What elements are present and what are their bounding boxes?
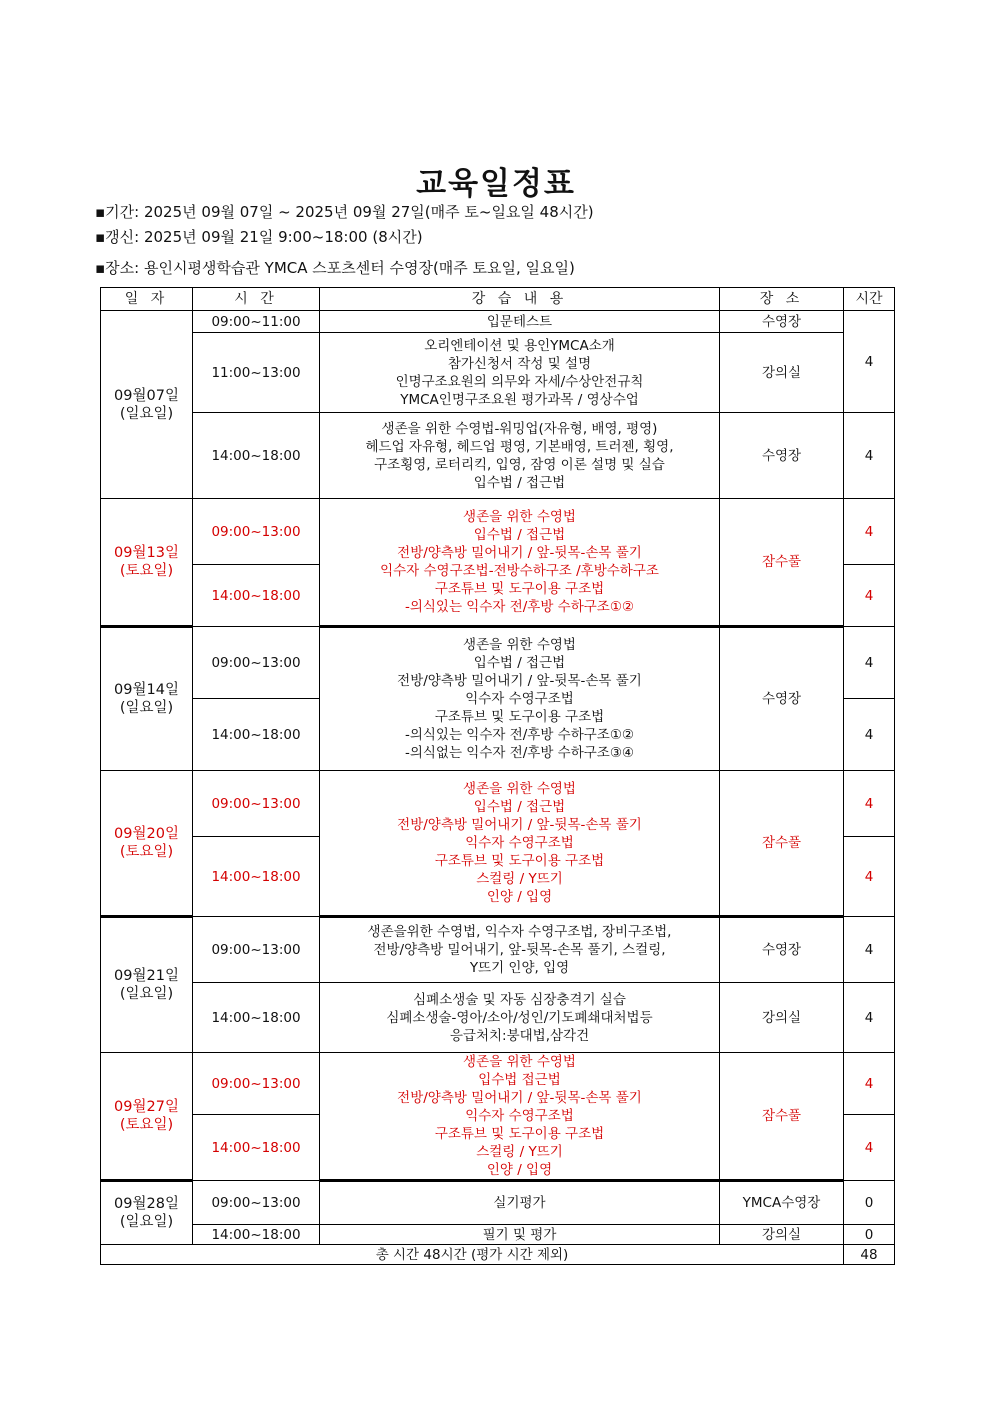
content-line: 익수자 수영구조법 xyxy=(465,1108,574,1124)
place-cell: 잠수풀 xyxy=(720,771,844,917)
total-hours: 48 xyxy=(844,1245,895,1265)
content-cell xyxy=(320,413,720,499)
content-line: 심폐소생술-영아/소아/성인/기도폐쇄대처법등 xyxy=(386,1009,653,1026)
date-cell xyxy=(101,311,193,499)
renewal-info: ▪갱신: 2025년 09월 21일 9:00~18:00 (8시간) xyxy=(95,228,423,246)
total-row xyxy=(101,1245,895,1265)
date-text: 09월21일 xyxy=(114,968,179,984)
hours-cell: 0 xyxy=(844,1225,895,1245)
table-row xyxy=(101,983,895,1053)
weekday-text: (일요일) xyxy=(119,405,174,422)
hours-cell: 4 xyxy=(844,311,895,413)
hours-cell: 0 xyxy=(844,1181,895,1225)
content-line: 입수법 접근법 xyxy=(478,1072,561,1088)
content-line: 익수자 수영구조법 xyxy=(465,835,574,851)
content-line: 생존을 위한 수영법 xyxy=(463,509,576,525)
content-line: -의식없는 익수자 전/후방 수하구조③④ xyxy=(404,745,635,761)
date-cell xyxy=(101,917,193,1053)
table-row xyxy=(101,771,895,837)
time-cell: 09:00~13:00 xyxy=(193,499,320,565)
content-line: 구조횡영, 로터리킥, 입영, 잠영 이론 설명 및 실습 xyxy=(374,456,665,473)
hours-cell: 4 xyxy=(844,565,895,627)
date-text: 09월13일 xyxy=(114,545,179,561)
content-line: Y뜨기 인양, 입영 xyxy=(469,960,570,976)
weekday-text: (토요일) xyxy=(119,563,174,579)
table-row xyxy=(101,627,895,699)
place-info: ▪장소: 용인시평생학습관 YMCA 스포츠센터 수영장(매주 토요일, 일요일) xyxy=(95,259,575,277)
header-place: 장 소 xyxy=(720,288,844,311)
content-line: 입수법 / 접근법 xyxy=(473,527,566,543)
content-line: 전방/양측방 밀어내기, 앞-뒷목-손목 풀기, 스컬링, xyxy=(373,942,666,958)
content-line: 실기평가 xyxy=(493,1195,546,1211)
weekday-text: (토요일) xyxy=(119,844,174,860)
date-text: 09월27일 xyxy=(114,1099,179,1115)
header-row xyxy=(101,288,895,311)
weekday-text: (일요일) xyxy=(119,1214,174,1230)
date-cell xyxy=(101,771,193,917)
header-content: 강 습 내 용 xyxy=(320,288,720,311)
date-text: 09월20일 xyxy=(114,826,179,842)
time-cell: 11:00~13:00 xyxy=(193,333,320,413)
content-cell xyxy=(320,771,720,917)
place-cell: YMCA수영장 xyxy=(720,1181,844,1225)
hours-cell: 4 xyxy=(844,771,895,837)
time-cell: 09:00~13:00 xyxy=(193,627,320,699)
content-line: YMCA인명구조요원 평가과목 / 영상수업 xyxy=(400,391,639,408)
content-line: 익수자 수영구조법-전방수하구조 /후방수하구조 xyxy=(380,563,659,579)
table-row xyxy=(101,1053,895,1115)
hours-cell: 4 xyxy=(844,699,895,771)
weekday-text: (일요일) xyxy=(119,700,174,716)
page-title: 교육일정표 xyxy=(416,166,576,202)
header-date: 일 자 xyxy=(101,288,193,311)
time-cell: 14:00~18:00 xyxy=(193,565,320,627)
content-line: 헤드업 자유형, 헤드업 평영, 기본배영, 트러젠, 횡영, xyxy=(365,438,674,455)
content-cell xyxy=(320,1053,720,1181)
table-row xyxy=(101,333,895,413)
content-line: 인양 / 입영 xyxy=(486,889,553,905)
place-cell: 수영장 xyxy=(720,413,844,499)
time-cell: 09:00~11:00 xyxy=(193,311,320,333)
period-info: ▪기간: 2025년 09월 07일 ~ 2025년 09월 27일(매주 토~일요일 48시간) xyxy=(95,203,594,221)
content-cell xyxy=(320,917,720,983)
hours-cell: 4 xyxy=(844,917,895,983)
weekday-text: (일요일) xyxy=(119,986,174,1002)
content-line: 입수법 / 접근법 xyxy=(473,799,566,815)
time-cell: 09:00~13:00 xyxy=(193,1181,320,1225)
date-cell xyxy=(101,627,193,771)
content-line: 전방/양측방 밀어내기 / 앞-뒷목-손목 풀기 xyxy=(397,817,642,833)
content-line: 구조튜브 및 도구이용 구조법 xyxy=(434,581,605,597)
date-text: 09월14일 xyxy=(114,682,179,698)
date-cell xyxy=(101,499,193,627)
total-label: 총 시간 48시간 (평가 시간 제외) xyxy=(101,1245,844,1265)
content-line: 오리엔테이션 및 용인YMCA소개 xyxy=(424,337,615,354)
content-line: 생존을위한 수영법, 익수자 수영구조법, 장비구조법, xyxy=(367,924,672,940)
content-line: 생존을 위한 수영법 xyxy=(463,637,576,653)
content-cell xyxy=(320,333,720,413)
content-line: 참가신청서 작성 및 설명 xyxy=(447,355,592,372)
content-line: 심폐소생술 및 자동 심장충격기 실습 xyxy=(413,991,626,1008)
content-line: 익수자 수영구조법 xyxy=(465,691,574,707)
time-cell: 09:00~13:00 xyxy=(193,917,320,983)
date-cell xyxy=(101,1053,193,1181)
place-cell: 강의실 xyxy=(720,333,844,413)
content-line: 스컬링 / Y뜨기 xyxy=(476,871,563,887)
content-line: 입문테스트 xyxy=(486,313,553,330)
content-line: 입수법 / 접근법 xyxy=(473,474,566,491)
time-cell: 14:00~18:00 xyxy=(193,1225,320,1245)
content-line: 구조튜브 및 도구이용 구조법 xyxy=(434,853,605,869)
content-cell xyxy=(320,1181,720,1225)
content-line: 구조튜브 및 도구이용 구조법 xyxy=(434,709,605,725)
table-row xyxy=(101,917,895,983)
place-cell: 수영장 xyxy=(720,311,844,333)
content-cell xyxy=(320,1225,720,1245)
content-cell xyxy=(320,499,720,627)
hours-cell: 4 xyxy=(844,1053,895,1115)
content-line: 인양 / 입영 xyxy=(486,1162,553,1178)
hours-cell: 4 xyxy=(844,1115,895,1181)
place-cell: 잠수풀 xyxy=(720,1053,844,1181)
content-line: 스컬링 / Y뜨기 xyxy=(476,1144,563,1160)
content-line: 생존을 위한 수영법 xyxy=(463,1054,576,1070)
date-text: 09월28일 xyxy=(114,1196,179,1212)
time-cell: 14:00~18:00 xyxy=(193,983,320,1053)
content-line: 전방/양측방 밀어내기 / 앞-뒷목-손목 풀기 xyxy=(397,673,642,689)
table-row xyxy=(101,413,895,499)
content-line: 구조튜브 및 도구이용 구조법 xyxy=(434,1126,605,1142)
place-cell: 수영장 xyxy=(720,627,844,771)
weekday-text: (토요일) xyxy=(119,1117,174,1133)
content-line: 전방/양측방 밀어내기 / 앞-뒷목-손목 풀기 xyxy=(397,1090,642,1106)
content-line: 생존을 위한 수영법 xyxy=(463,781,576,797)
table-row xyxy=(101,499,895,565)
header-time: 시 간 xyxy=(193,288,320,311)
content-line: -의식있는 익수자 전/후방 수하구조①② xyxy=(404,599,635,615)
date-cell xyxy=(101,1181,193,1245)
date-text: 09월07일 xyxy=(114,387,179,404)
content-line: 인명구조요원의 의무와 자세/수상안전규칙 xyxy=(395,373,644,390)
time-cell: 14:00~18:00 xyxy=(193,699,320,771)
place-cell: 잠수풀 xyxy=(720,499,844,627)
content-cell xyxy=(320,983,720,1053)
place-cell: 강의실 xyxy=(720,1225,844,1245)
header-hours: 시간 xyxy=(844,288,895,311)
hours-cell: 4 xyxy=(844,627,895,699)
hours-cell: 4 xyxy=(844,983,895,1053)
table-row xyxy=(101,311,895,333)
content-line: 응급처치:붕대법,삼각건 xyxy=(449,1027,590,1044)
table-row xyxy=(101,1225,895,1245)
content-cell xyxy=(320,627,720,771)
content-line: 필기 및 평가 xyxy=(482,1226,557,1243)
hours-cell: 4 xyxy=(844,499,895,565)
place-cell: 수영장 xyxy=(720,917,844,983)
hours-cell: 4 xyxy=(844,413,895,499)
content-line: -의식있는 익수자 전/후방 수하구조①② xyxy=(404,727,635,743)
content-line: 입수법 / 접근법 xyxy=(473,655,566,671)
time-cell: 14:00~18:00 xyxy=(193,413,320,499)
time-cell: 09:00~13:00 xyxy=(193,771,320,837)
time-cell: 14:00~18:00 xyxy=(193,1115,320,1181)
place-cell: 강의실 xyxy=(720,983,844,1053)
time-cell: 09:00~13:00 xyxy=(193,1053,320,1115)
content-cell xyxy=(320,311,720,333)
content-line: 전방/양측방 밀어내기 / 앞-뒷목-손목 풀기 xyxy=(397,545,642,561)
hours-cell: 4 xyxy=(844,837,895,917)
schedule-table xyxy=(100,287,895,1265)
content-line: 생존을 위한 수영법-워밍업(자유형, 배영, 평영) xyxy=(381,420,658,437)
time-cell: 14:00~18:00 xyxy=(193,837,320,917)
table-row xyxy=(101,1181,895,1225)
